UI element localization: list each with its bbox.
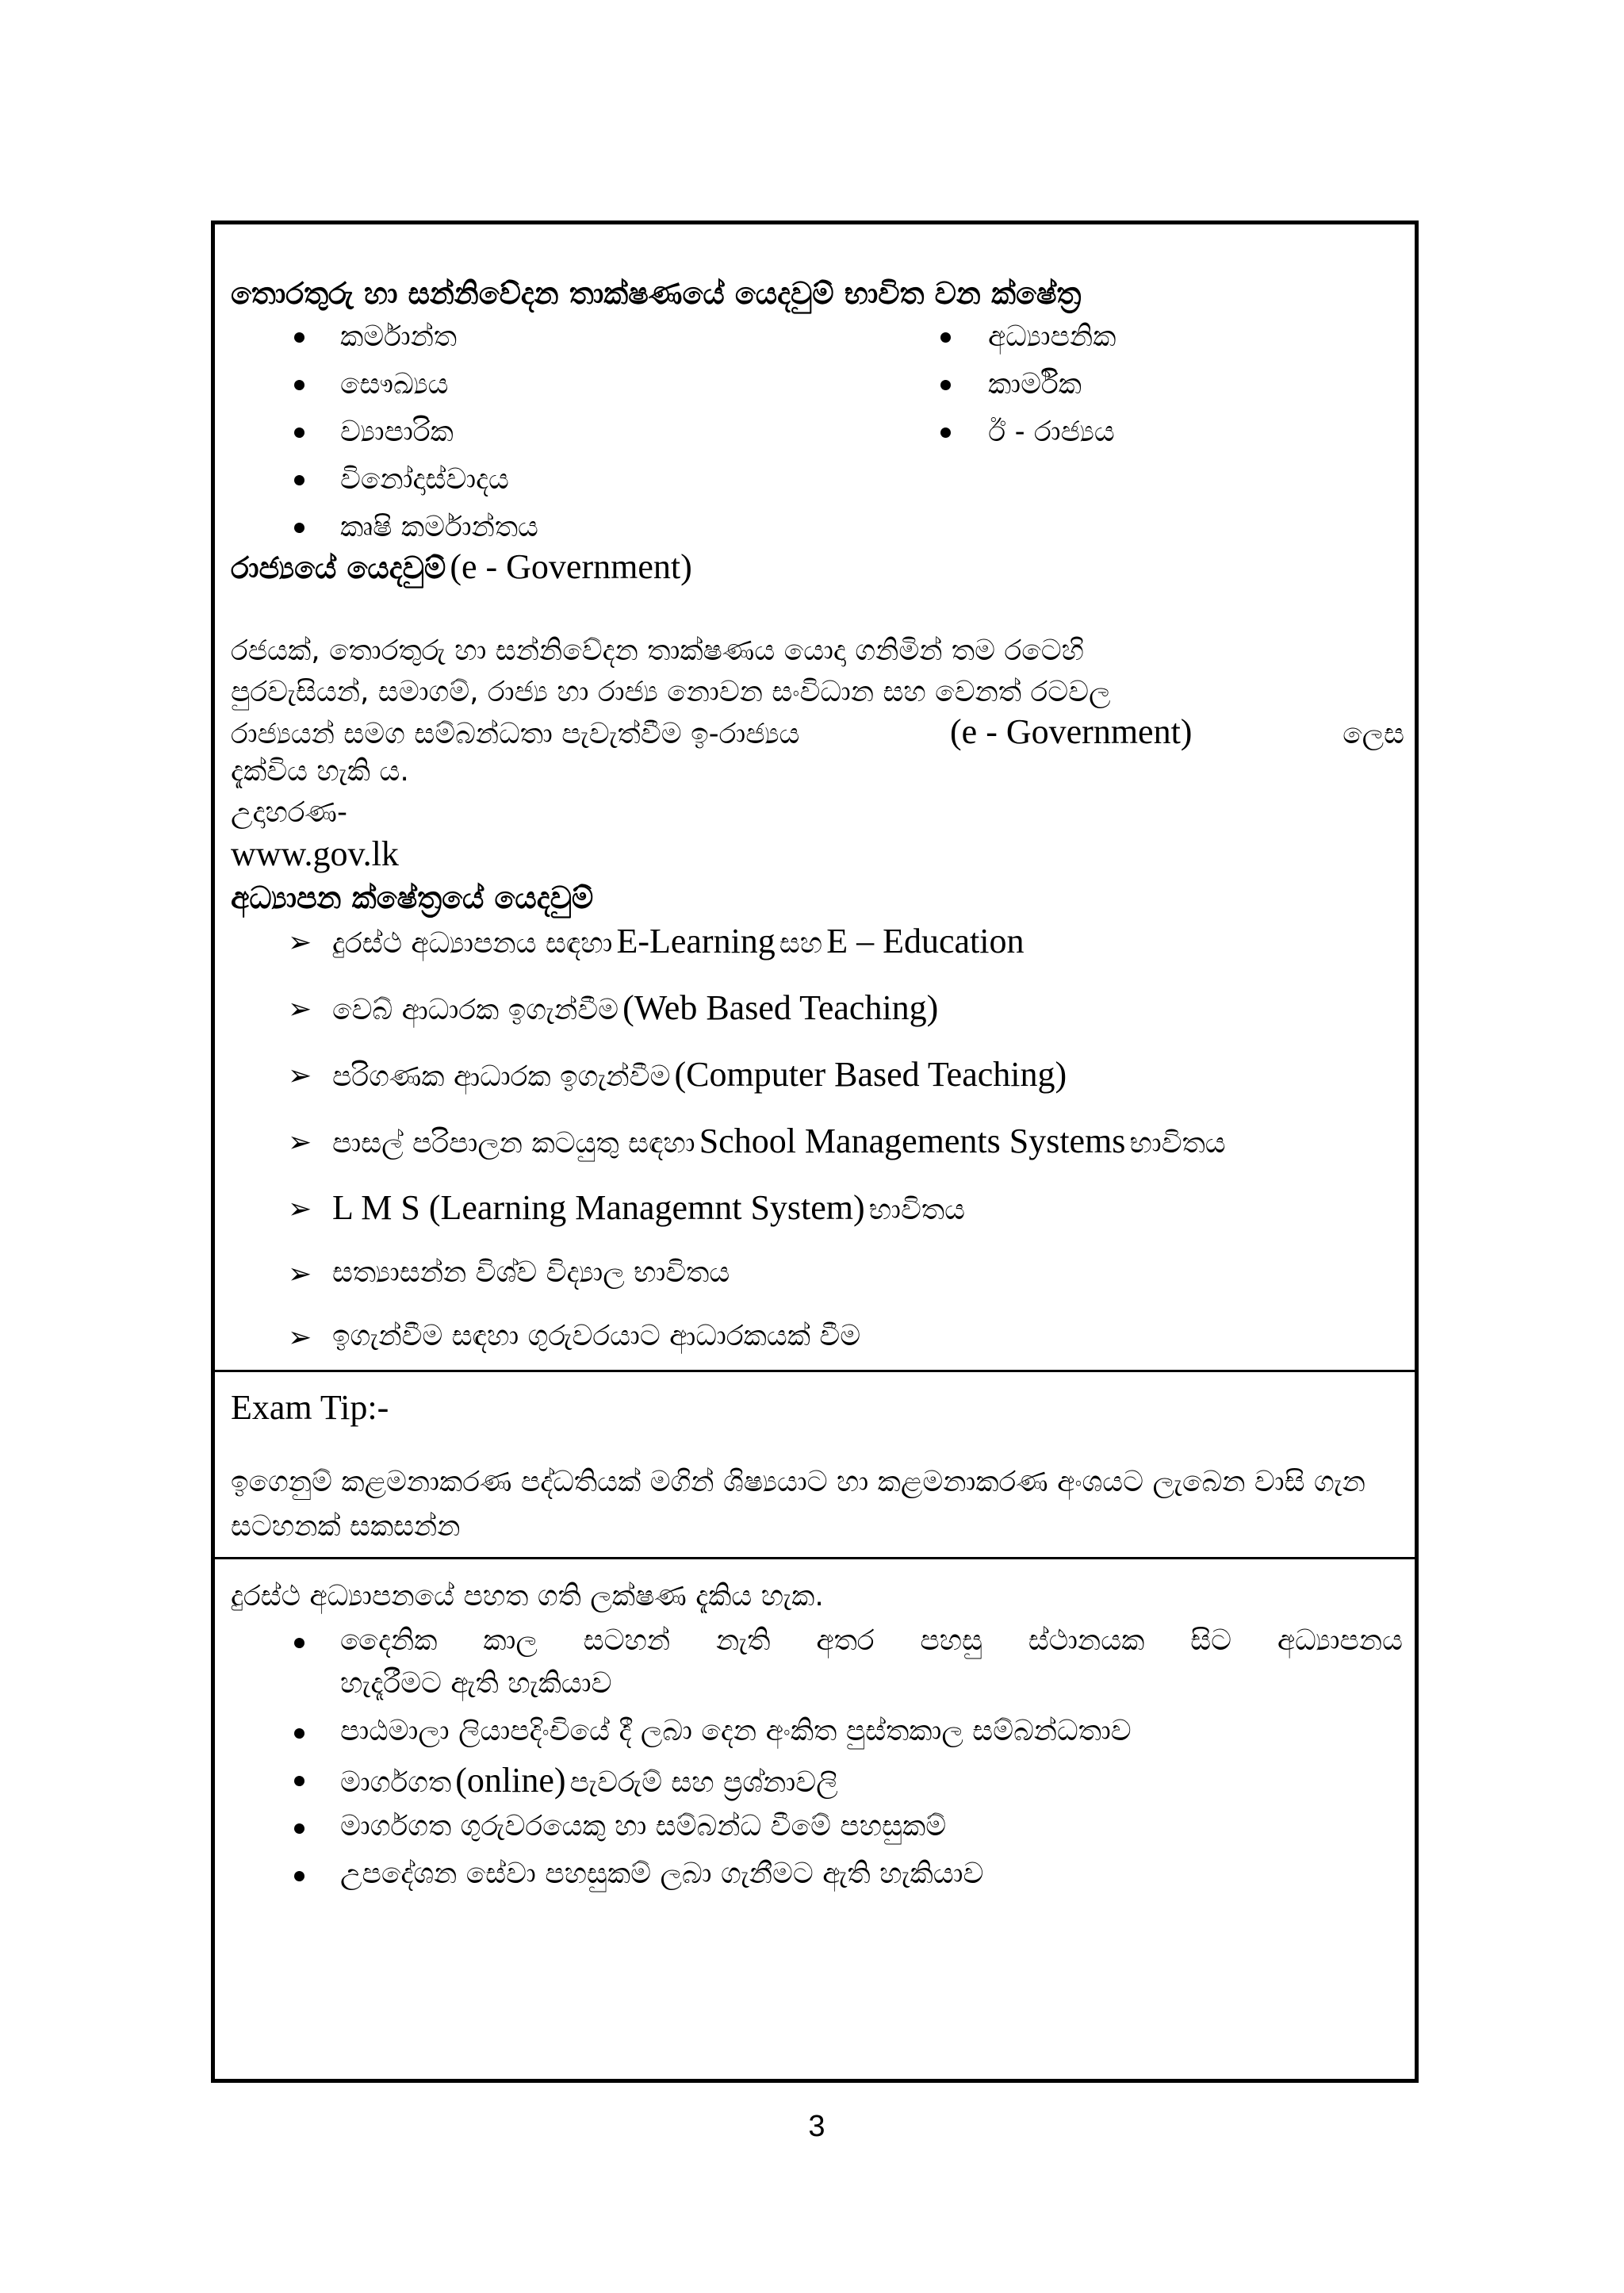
education-item-en: E-Learning xyxy=(616,922,776,961)
egov-para-term: (e - Government) xyxy=(950,712,1193,751)
arrow-bullet: ➢ xyxy=(288,1060,312,1092)
education-item xyxy=(332,988,939,1027)
education-item-en: (Computer Based Teaching) xyxy=(674,1055,1067,1094)
education-item-si: සහ xyxy=(779,927,823,960)
education-item-en: (Web Based Teaching) xyxy=(622,988,939,1027)
bullet xyxy=(294,1638,304,1648)
egov-para-line xyxy=(231,712,1404,751)
education-item-si: භාවිතය xyxy=(868,1194,965,1226)
bullet xyxy=(294,523,304,533)
egov-heading xyxy=(231,547,692,586)
education-item-si: පාසල් පරිපාලන කටයුතු සඳහා xyxy=(332,1127,695,1160)
bullet xyxy=(940,332,951,343)
bullet xyxy=(940,380,951,390)
section-divider xyxy=(215,1557,1415,1559)
distance-intro: දුරස්ථ අධ්‍යාපනයේ පහත ගති ලක්ෂණ දැකිය හැක. xyxy=(231,1580,824,1612)
egov-para-line: රජයක්, තොරතුරු හා සන්නිවේදන තාක්ෂණය යොදා ගනිමින් තම රටෙහි xyxy=(231,635,1084,667)
bullet xyxy=(294,1776,304,1786)
ict-fields-heading: තොරතුරු හා සන්නිවේදන තාක්ෂණයේ යෙදවුම් භාවිත වන ක්ෂේත්‍ර xyxy=(231,276,1082,311)
distance-item xyxy=(340,1763,838,1798)
exam-tip-line: සටහනක් සකසන්න xyxy=(231,1510,461,1543)
content-frame xyxy=(211,220,1419,2083)
bullet xyxy=(294,332,304,343)
bullet xyxy=(294,1728,304,1739)
education-item: සත්‍යාසන්න විශ්ව විද්‍යාල භාවිතය xyxy=(332,1256,730,1289)
bullet xyxy=(294,1871,304,1881)
field-item: කෘෂි කර්මාන්තය xyxy=(340,511,538,543)
arrow-bullet: ➢ xyxy=(288,1193,312,1225)
distance-item-line: හැදෑරීමට ඇති හැකියාව xyxy=(340,1667,612,1700)
distance-item-text: මාර්ගගත xyxy=(340,1766,452,1799)
egov-para-line: පුරවැසියන්, සමාගම්, රාජ්‍ය හා රාජ්‍ය නොවන සංවිධාන සහ වෙනත් රටවල xyxy=(231,676,1111,708)
education-item xyxy=(332,1057,1067,1092)
education-item-en: School Managements Systems xyxy=(699,1122,1126,1160)
egov-heading-si: රාජ්‍යයේ යෙදවුම් xyxy=(231,550,446,585)
arrow-bullet: ➢ xyxy=(288,1126,312,1159)
education-item-si: දුරස්ථ අධ්‍යාපනය සඳහා xyxy=(332,927,613,960)
field-item: විනෝදාස්වාදය xyxy=(340,463,509,496)
bullet xyxy=(294,475,304,485)
page-number: 3 xyxy=(808,2110,825,2143)
education-item-en: E – Education xyxy=(826,922,1025,961)
exam-tip-line: ඉගෙනුම් කළමනාකරණ පද්ධතියක් මගින් ශිෂ්‍යයාට හා කළමනාකරණ අංශයට ලැබෙන වාසි ගැන xyxy=(231,1466,1365,1498)
egov-para-line: දැක්විය හැකි ය. xyxy=(231,755,409,788)
bullet xyxy=(294,428,304,438)
distance-item-term: (online) xyxy=(455,1761,566,1800)
egov-para-text: රාජ්‍යයන් සමග සම්බන්ධතා පැවැත්වීම ඉ-රාජ්‍යය xyxy=(231,718,800,750)
field-item: ව්‍යාපාරික xyxy=(340,416,454,448)
egov-heading-en: (e - Government) xyxy=(450,547,692,586)
bullet xyxy=(294,1823,304,1834)
education-item-si: භාවිතය xyxy=(1129,1127,1226,1160)
exam-tip-label: Exam Tip:- xyxy=(231,1388,389,1427)
education-heading: අධ්‍යාපන ක්ෂේත්‍රයේ යෙදවුම් xyxy=(231,880,594,915)
education-item-en: L M S (Learning Managemnt System) xyxy=(332,1188,865,1227)
distance-item: උපදේශන සේවා පහසුකම් ලබා ගැනීමට ඇති හැකියාව xyxy=(340,1858,984,1890)
distance-item: පාඨමාලා ලියාපදිංචියේ දී ලබා දෙන අංකිත පුස්තකාල සම්බන්ධතාව xyxy=(340,1715,1132,1747)
education-item xyxy=(332,1124,1226,1159)
arrow-bullet: ➢ xyxy=(288,993,312,1026)
field-item: අධ්‍යාපනික xyxy=(988,320,1116,353)
arrow-bullet: ➢ xyxy=(288,1321,312,1354)
section-divider xyxy=(215,1370,1415,1372)
egov-para-text: ලෙස xyxy=(1342,718,1404,750)
education-item-si: වෙබ් ආධාරක ඉගැන්වීම xyxy=(332,994,619,1026)
example-url: www.gov.lk xyxy=(231,834,399,873)
distance-item-text: පැවරුම් සහ ප්‍රශ්නාවලි xyxy=(569,1766,838,1799)
field-item: ඊ - රාජ්‍යය xyxy=(988,416,1115,448)
field-item: කාර්මික xyxy=(988,368,1082,401)
field-item: සෞඛ්‍යය xyxy=(340,368,449,401)
education-item-si: පරිගණක ආධාරක ඉගැන්වීම xyxy=(332,1060,671,1093)
distance-item xyxy=(340,1624,1403,1657)
arrow-bullet: ➢ xyxy=(288,926,312,959)
education-item xyxy=(332,924,1024,959)
arrow-bullet: ➢ xyxy=(288,1258,312,1290)
example-label: උදාහරණ- xyxy=(231,796,347,829)
education-item: ඉගැන්වීම සඳහා ගුරුවරයාට ආධාරකයක් වීම xyxy=(332,1320,861,1352)
bullet xyxy=(940,428,951,438)
distance-item: මාර්ගගත ගුරුවරයෙකු හා සම්බන්ධ වීමේ පහසුකම් xyxy=(340,1810,947,1842)
education-item xyxy=(332,1188,965,1227)
bullet xyxy=(294,380,304,390)
distance-item-line: දෛනික කාල සටහන් නැති අතර පහසු ස්ථානයක සිට අධ්‍යාපනය xyxy=(340,1624,1403,1657)
field-item: කර්මාන්ත xyxy=(340,320,458,353)
